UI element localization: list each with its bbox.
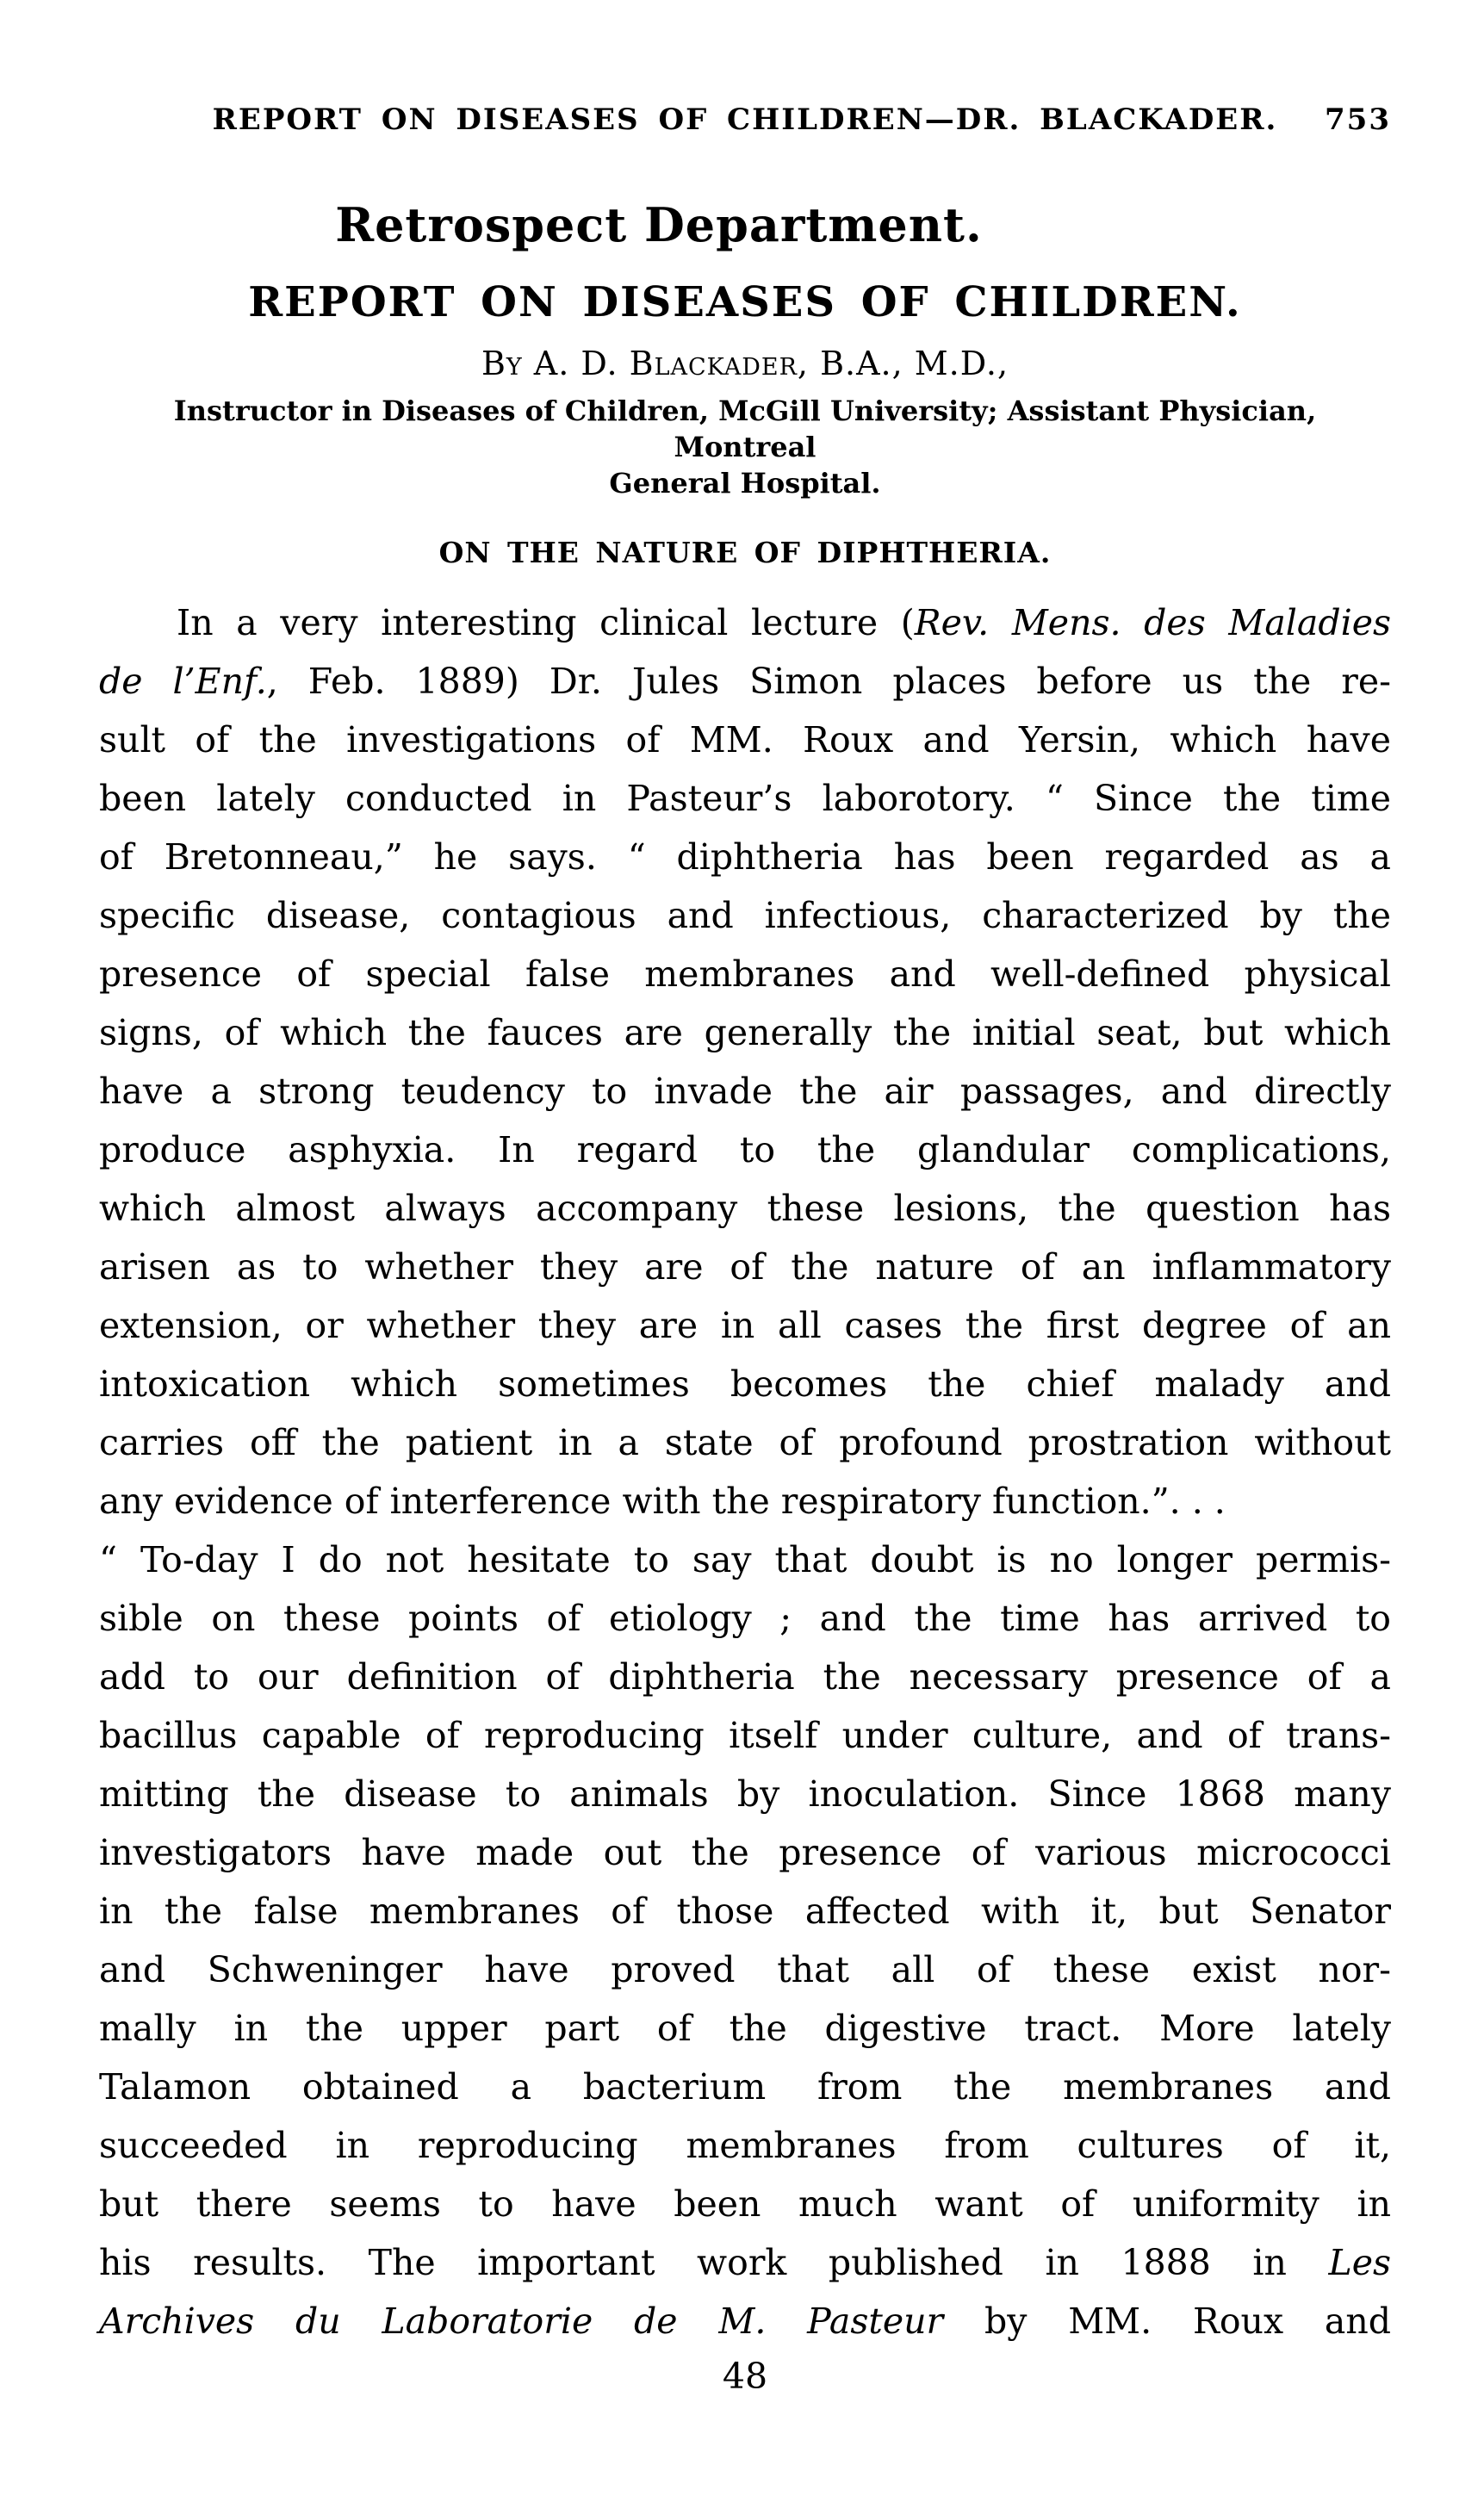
text-segment: In a very interesting clinical lecture (	[177, 602, 915, 644]
text-segment: produce asphyxia. In regard to the glandular complications,	[99, 1129, 1391, 1171]
text-segment: any evidence of interference with the respiratory function.”. . .	[99, 1481, 1226, 1523]
text-line	[99, 1999, 1391, 2058]
text-line	[99, 1179, 1391, 1238]
running-header	[99, 102, 1391, 139]
text-segment: carries off the patient in a state of profound prostration without	[99, 1422, 1391, 1464]
text-segment: succeeded in reproducing membranes from cultures of it,	[99, 2125, 1391, 2167]
text-segment: extension, or whether they are in all cases the first degree of an	[99, 1305, 1391, 1347]
text-segment: arisen as to whether they are of the nature of an inflammatory	[99, 1246, 1391, 1288]
text-segment: presence of special false membranes and well-defined physical	[99, 953, 1391, 996]
text-segment: which almost always accompany these lesions, the question has	[99, 1188, 1391, 1230]
text-line	[99, 652, 1391, 711]
text-segment: bacillus capable of reproducing itself under culture, and of trans-	[99, 1715, 1391, 1757]
text-segment: “ To-day I do not hesitate to say that doubt is no longer permis-	[99, 1539, 1391, 1581]
text-line	[99, 769, 1391, 828]
body-text	[99, 593, 1391, 2350]
text-segment: investigators have made out the presence of various micrococci	[99, 1832, 1391, 1874]
department-title: Retrospect Department.	[335, 196, 983, 252]
text-line	[99, 1296, 1391, 1355]
text-line	[99, 945, 1391, 1003]
paragraph	[99, 1531, 1391, 2350]
text-line	[99, 1589, 1391, 1648]
text-segment: add to our definition of diphtheria the necessary presence of a	[99, 1656, 1391, 1698]
text-segment: sible on these points of etiology ; and the time has arrived to	[99, 1598, 1391, 1640]
text-line	[99, 1882, 1391, 1940]
text-segment: and Schweninger have proved that all of these exist nor-	[99, 1949, 1391, 1991]
text-segment: mally in the upper part of the digestive tract. More lately	[99, 2008, 1391, 2050]
paragraph	[99, 593, 1391, 1531]
text-line	[99, 1648, 1391, 1706]
running-header-title: REPORT ON DISEASES OF CHILDREN—DR. BLACKADER.	[212, 102, 1278, 137]
text-line	[99, 2116, 1391, 2175]
section-heading: ON THE NATURE OF DIPHTHERIA.	[438, 536, 1052, 570]
text-line	[99, 711, 1391, 769]
text-segment: Rev. Mens. des Maladies	[914, 602, 1392, 644]
text-segment: in the false membranes of those affected with it, but Senator	[99, 1891, 1391, 1933]
text-line	[99, 2058, 1391, 2116]
text-line	[99, 828, 1391, 886]
text-line	[99, 1706, 1391, 1765]
text-segment: de l’Enf.	[99, 661, 267, 703]
text-segment: Archives du Laboratorie de M. Pasteur	[99, 2300, 944, 2343]
text-line	[99, 1355, 1391, 1413]
signature-number: 48	[722, 2356, 768, 2398]
affiliation	[99, 393, 1391, 501]
text-line	[99, 2233, 1391, 2292]
text-segment: but there seems to have been much want of uniformity in	[99, 2183, 1391, 2226]
text-line	[99, 1765, 1391, 1823]
text-segment: Talamon obtained a bacterium from the membranes and	[99, 2066, 1391, 2108]
text-segment: specific disease, contagious and infectious, characterized by the	[99, 895, 1391, 937]
text-line	[99, 1413, 1391, 1472]
text-segment: Les	[1328, 2242, 1391, 2284]
text-segment: sult of the investigations of MM. Roux and Yersin, which have	[99, 719, 1391, 761]
text-line	[99, 2292, 1391, 2350]
text-line	[99, 593, 1391, 652]
text-line	[99, 1472, 1391, 1531]
text-line	[99, 1003, 1391, 1062]
text-line	[99, 1121, 1391, 1179]
text-line	[99, 2175, 1391, 2233]
affiliation-line-2: General Hospital.	[609, 467, 881, 500]
text-segment: his results. The important work published in 1888 in	[99, 2242, 1329, 2284]
text-line	[99, 1823, 1391, 1882]
text-line	[99, 886, 1391, 945]
text-line	[99, 1940, 1391, 1999]
text-segment: been lately conducted in Pasteur’s laborotory. “ Since the time	[99, 778, 1391, 820]
text-segment: by MM. Roux and	[943, 2300, 1391, 2343]
text-segment: have a strong teudency to invade the air passages, and directly	[99, 1071, 1391, 1113]
text-segment: signs, of which the fauces are generally the initial seat, but which	[99, 1012, 1391, 1054]
text-line	[99, 1238, 1391, 1296]
text-segment: of Bretonneau,” he says. “ diphtheria has been regarded as a	[99, 836, 1391, 879]
text-segment: intoxication which sometimes becomes the chief malady and	[99, 1363, 1391, 1406]
text-line	[99, 1062, 1391, 1121]
page-number: 753	[1325, 102, 1391, 137]
article-title: REPORT ON DISEASES OF CHILDREN.	[248, 277, 1242, 326]
text-segment: , Feb. 1889) Dr. Jules Simon places before us the re-	[266, 661, 1391, 703]
byline: By A. D. Blackader, B.A., M.D.,	[481, 345, 1009, 383]
affiliation-line-1: Instructor in Diseases of Children, McGill University; Assistant Physician, Montreal	[173, 394, 1317, 464]
text-segment: mitting the disease to animals by inoculation. Since 1868 many	[99, 1773, 1391, 1816]
text-line	[99, 1531, 1391, 1589]
